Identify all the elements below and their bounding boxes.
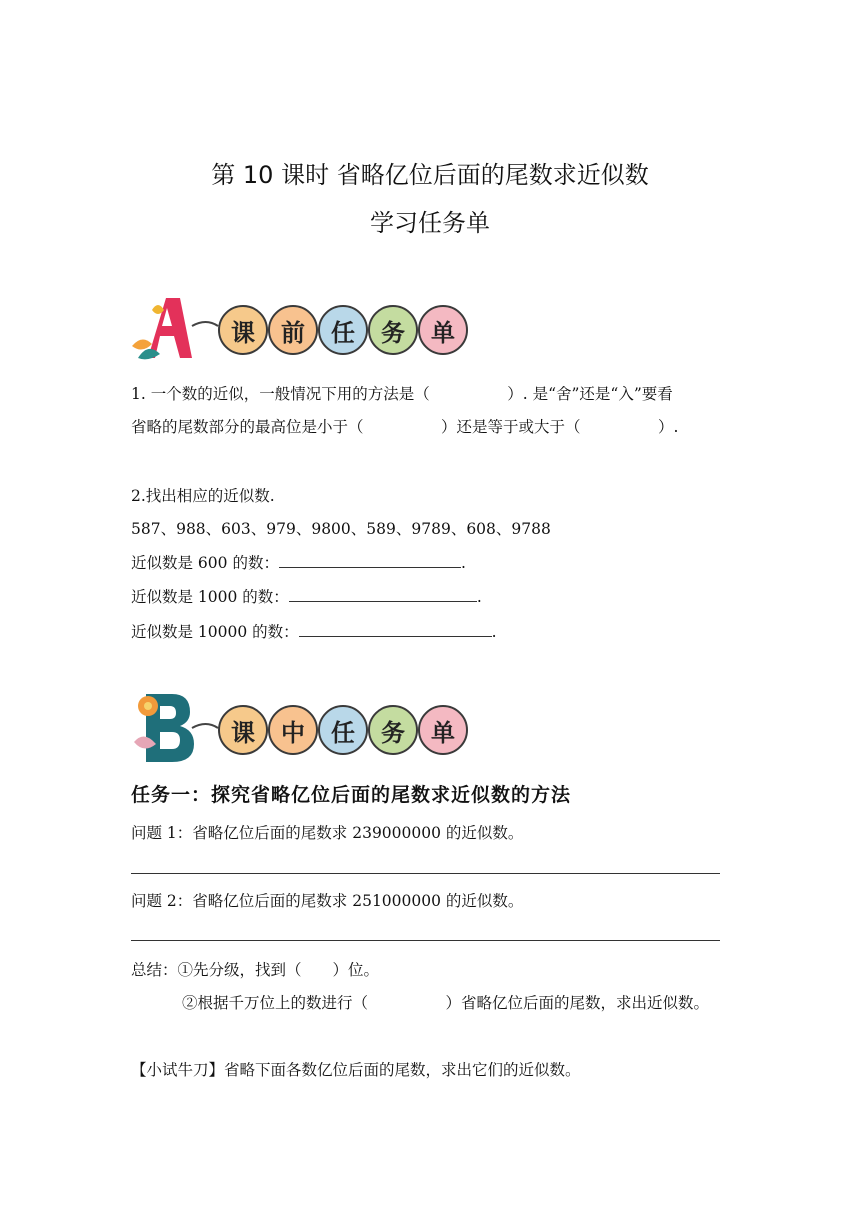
- banner-b-circle-5: 单: [418, 705, 468, 755]
- banner-b-circle-2: 中: [268, 705, 318, 755]
- banner-a-circle-2: 前: [268, 305, 318, 355]
- answer-period: .: [460, 554, 466, 572]
- answer-label-10000: 近似数是 10000 的数：: [131, 623, 299, 641]
- summary-step-1: 总结：①先分级，找到（ ）位。: [131, 961, 380, 979]
- page-title: 第 10 课时 省略亿位后面的尾数求近似数: [211, 161, 649, 189]
- answer-row-10000: [131, 620, 497, 642]
- letter-a-decoration-icon: [128, 296, 223, 362]
- question-2-title: 2.找出相应的近似数.: [131, 487, 275, 505]
- answer-row-600: [131, 551, 466, 573]
- banner-a-circle-3: 任: [318, 305, 368, 355]
- banner-a-circle-4: 务: [368, 305, 418, 355]
- answer-blank-10000[interactable]: [299, 622, 492, 637]
- banner-in-class: [128, 686, 473, 746]
- banner-b-circle-3: 任: [318, 705, 368, 755]
- banner-a-circle-1: 课: [218, 305, 268, 355]
- banner-b-circle-4: 务: [368, 705, 418, 755]
- banner-a-circle-5: 单: [418, 305, 468, 355]
- banner-b-circle-1: 课: [218, 705, 268, 755]
- answer-row-1000: [131, 585, 482, 607]
- answer-period: .: [476, 588, 482, 606]
- letter-b-decoration-icon: [128, 686, 223, 764]
- answer-blank-600[interactable]: [279, 553, 461, 568]
- answer-blank-1000[interactable]: [289, 587, 477, 602]
- summary-step-2: ②根据千万位上的数进行（ ）省略亿位后面的尾数，求出近似数。: [182, 994, 710, 1012]
- question-2-numbers: 587、988、603、979、9800、589、9789、608、9788: [131, 520, 551, 538]
- problem-2: 问题 2：省略亿位后面的尾数求 251000000 的近似数。: [131, 892, 524, 910]
- question-1-line-2: 省略的尾数部分的最高位是小于（ ）还是等于或大于（ ）.: [131, 418, 679, 436]
- answer-label-1000: 近似数是 1000 的数：: [131, 588, 289, 606]
- banner-pre-class: [128, 296, 473, 356]
- problem-1: 问题 1：省略亿位后面的尾数求 239000000 的近似数。: [131, 824, 524, 842]
- answer-line-problem-2[interactable]: [131, 940, 720, 941]
- task-1-heading: 任务一：探究省略亿位后面的尾数求近似数的方法: [131, 784, 572, 806]
- answer-label-600: 近似数是 600 的数：: [131, 554, 279, 572]
- answer-period: .: [491, 623, 497, 641]
- question-1-line-1: 1. 一个数的近似，一般情况下用的方法是（ ）. 是“舍”还是“入”要看: [131, 385, 673, 403]
- practice-prompt: 【小试牛刀】省略下面各数亿位后面的尾数，求出它们的近似数。: [131, 1061, 581, 1079]
- page-subtitle: 学习任务单: [370, 209, 490, 237]
- answer-line-problem-1[interactable]: [131, 873, 720, 874]
